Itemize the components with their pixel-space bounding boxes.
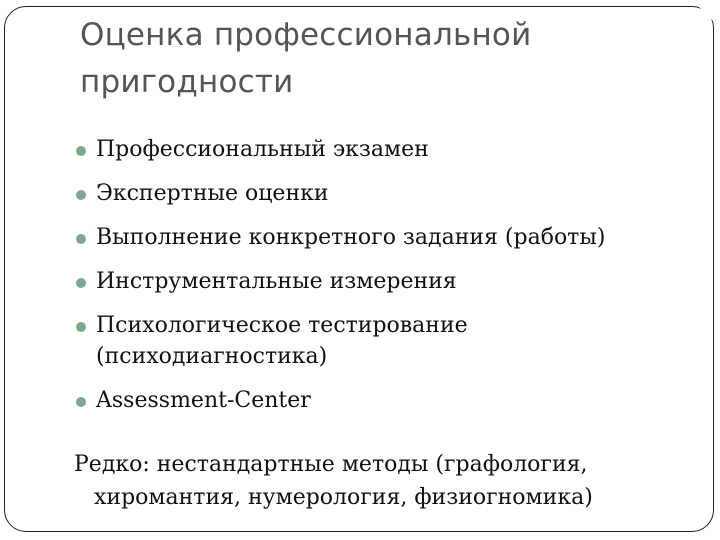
footnote: [74, 448, 694, 514]
bullet-icon: [76, 278, 86, 288]
bullet-text: Профессиональный экзамен: [96, 137, 429, 162]
slide-title: [80, 12, 640, 106]
bullet-text-line-1: Психологическое тестирование: [96, 313, 468, 338]
title-line-2: пригодности: [80, 64, 294, 100]
bullet-spacer: [74, 165, 694, 178]
bullet-item: [74, 266, 694, 297]
bullet-icon: [76, 234, 86, 244]
bullet-text-line-2: (психодиагностика): [96, 344, 328, 369]
footnote-line-1: Редко: нестандартные методы (графология,: [74, 452, 588, 477]
bullet-spacer: [74, 297, 694, 310]
bullet-item: [74, 385, 694, 416]
bullet-spacer: [74, 209, 694, 222]
bullet-text: Assessment-Center: [96, 388, 311, 413]
bullet-item: [74, 310, 694, 372]
footnote-line-2: хиромантия, нумерология, физиогномика): [94, 485, 593, 510]
bullet-text: Экспертные оценки: [96, 181, 329, 206]
bullet-spacer: [74, 253, 694, 266]
bullet-text: Инструментальные измерения: [96, 269, 457, 294]
bullet-item: [74, 222, 694, 253]
bullet-icon: [76, 322, 86, 332]
bullet-text: Выполнение конкретного задания (работы): [96, 225, 606, 250]
bullet-icon: [76, 190, 86, 200]
bullet-icon: [76, 146, 86, 156]
bullet-spacer: [74, 372, 694, 385]
bullet-item: [74, 178, 694, 209]
bullet-item: [74, 134, 694, 165]
bullet-list: [74, 134, 694, 416]
bullet-icon: [76, 397, 86, 407]
title-line-1: Оценка профессиональной: [80, 17, 532, 53]
corner-notch: [699, 7, 713, 21]
